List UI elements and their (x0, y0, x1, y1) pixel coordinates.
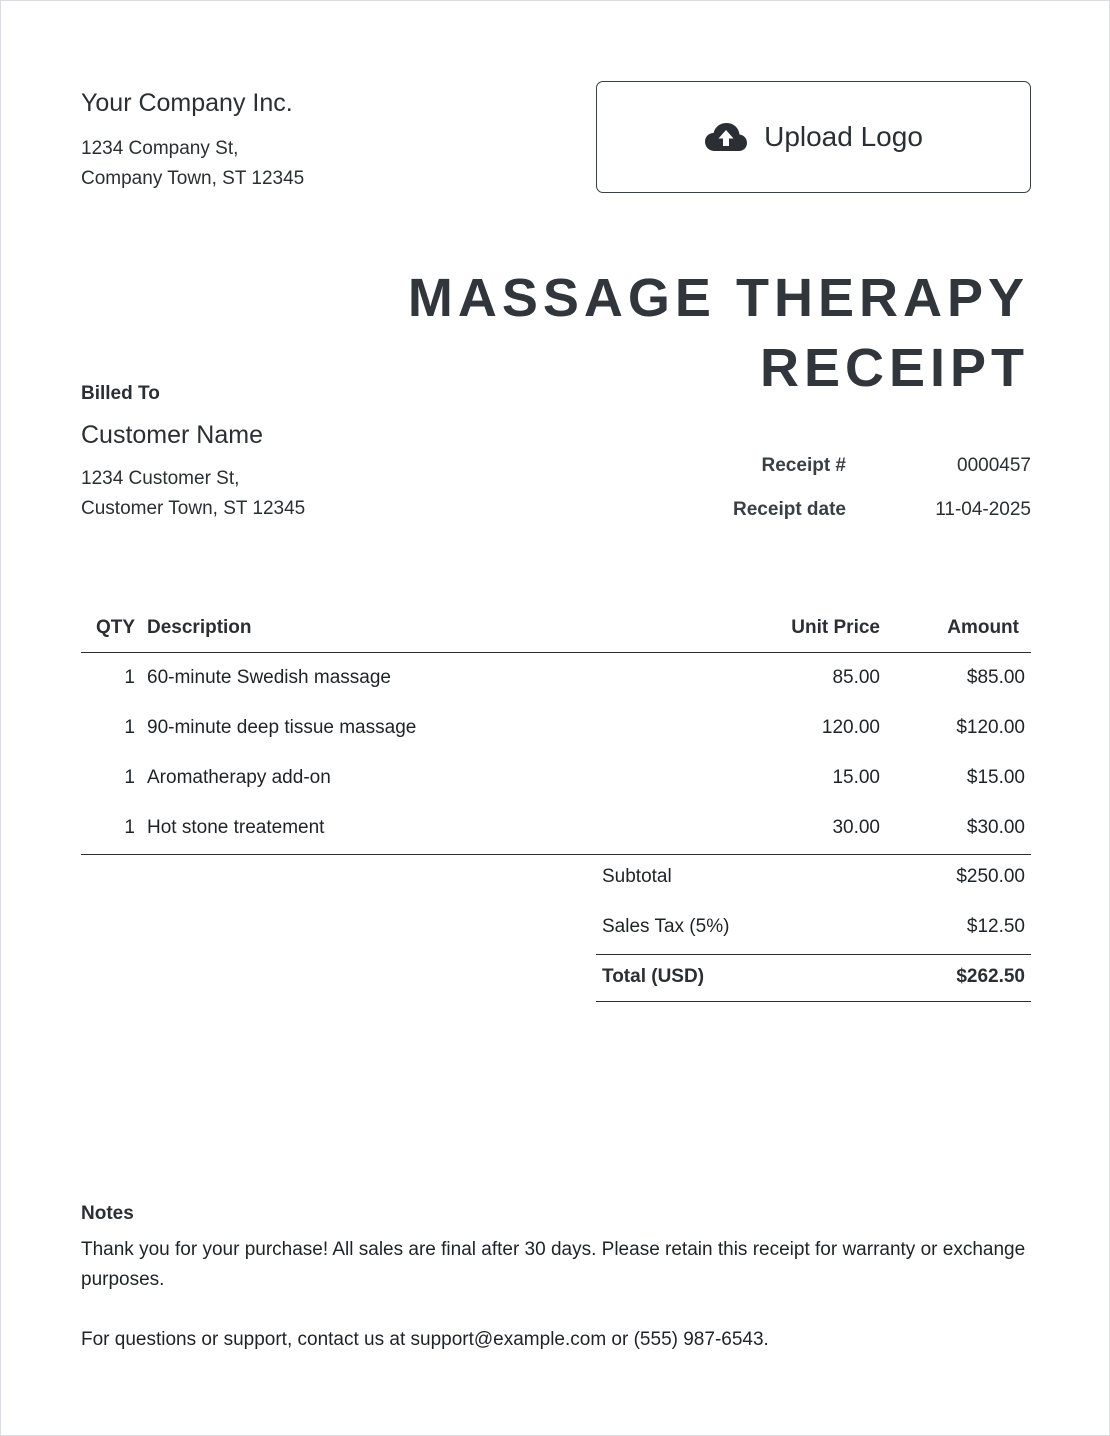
sales-tax-value: $12.50 (966, 916, 1025, 937)
receipt-number-label: Receipt # (761, 455, 846, 476)
billed-to-section (81, 383, 305, 524)
table-row (81, 704, 1031, 754)
receipt-date-label: Receipt date (733, 499, 846, 520)
notes-heading: Notes (81, 1203, 134, 1224)
billed-to-heading: Billed To (81, 383, 160, 404)
items-table-body (81, 653, 1031, 855)
company-name: Your Company Inc. (81, 89, 293, 117)
item-amount: $85.00 (966, 667, 1025, 688)
upload-logo-button[interactable] (596, 81, 1031, 193)
grand-total-row (596, 954, 1031, 1002)
notes-section (81, 1203, 1041, 1355)
grand-total-label: Total (USD) (602, 966, 705, 987)
header-unit-price: Unit Price (791, 617, 880, 638)
subtotal-label: Subtotal (602, 866, 672, 887)
header-qty: QTY (95, 617, 135, 638)
subtotal-row (596, 854, 1031, 904)
notes-contact: For questions or support, contact us at support@example.com or (555) 987-6543. (81, 1329, 769, 1350)
company-info (81, 89, 304, 194)
grand-total-value: $262.50 (956, 966, 1025, 987)
totals-section (596, 854, 1031, 1002)
receipt-date-row (596, 497, 1031, 541)
table-row (81, 754, 1031, 804)
document-title-line2: RECEIPT (759, 338, 1029, 398)
receipt-meta (596, 453, 1031, 541)
items-table (81, 605, 1031, 855)
sales-tax-row (596, 904, 1031, 954)
subtotal-value: $250.00 (956, 866, 1025, 887)
item-qty: 1 (124, 667, 135, 688)
document-title-line1: MASSAGE THERAPY (407, 268, 1029, 328)
item-qty: 1 (124, 717, 135, 738)
header-description: Description (147, 617, 252, 638)
customer-address-line1: 1234 Customer St, (81, 468, 240, 489)
item-amount: $15.00 (966, 767, 1025, 788)
table-row (81, 654, 1031, 704)
item-qty: 1 (124, 767, 135, 788)
document-title (329, 263, 1029, 403)
customer-name: Customer Name (81, 421, 263, 449)
receipt-number-row (596, 453, 1031, 497)
company-address-line2: Company Town, ST 12345 (81, 168, 305, 189)
item-qty: 1 (124, 817, 135, 838)
receipt-date-value: 11-04-2025 (935, 499, 1031, 520)
customer-address-line2: Customer Town, ST 12345 (81, 498, 306, 519)
item-description: Aromatherapy add-on (147, 767, 331, 788)
item-description: 90-minute deep tissue massage (147, 717, 417, 738)
item-unit-price: 120.00 (821, 717, 880, 738)
item-amount: $120.00 (956, 717, 1025, 738)
item-unit-price: 30.00 (832, 817, 880, 838)
sales-tax-label: Sales Tax (5%) (602, 916, 730, 937)
header-amount: Amount (947, 617, 1019, 638)
upload-logo-label: Upload Logo (764, 121, 923, 152)
notes-text: Thank you for your purchase! All sales are final after 30 days. Please retain this receipt for warranty or exchange purposes. (81, 1239, 1026, 1290)
item-unit-price: 85.00 (832, 667, 880, 688)
item-amount: $30.00 (966, 817, 1025, 838)
table-row (81, 804, 1031, 854)
items-table-header (81, 605, 1031, 653)
item-description: Hot stone treatement (147, 817, 325, 838)
item-description: 60-minute Swedish massage (147, 667, 391, 688)
receipt-number-value: 0000457 (957, 455, 1031, 476)
item-unit-price: 15.00 (832, 767, 880, 788)
cloud-upload-icon (704, 122, 748, 152)
company-address-line1: 1234 Company St, (81, 138, 239, 159)
